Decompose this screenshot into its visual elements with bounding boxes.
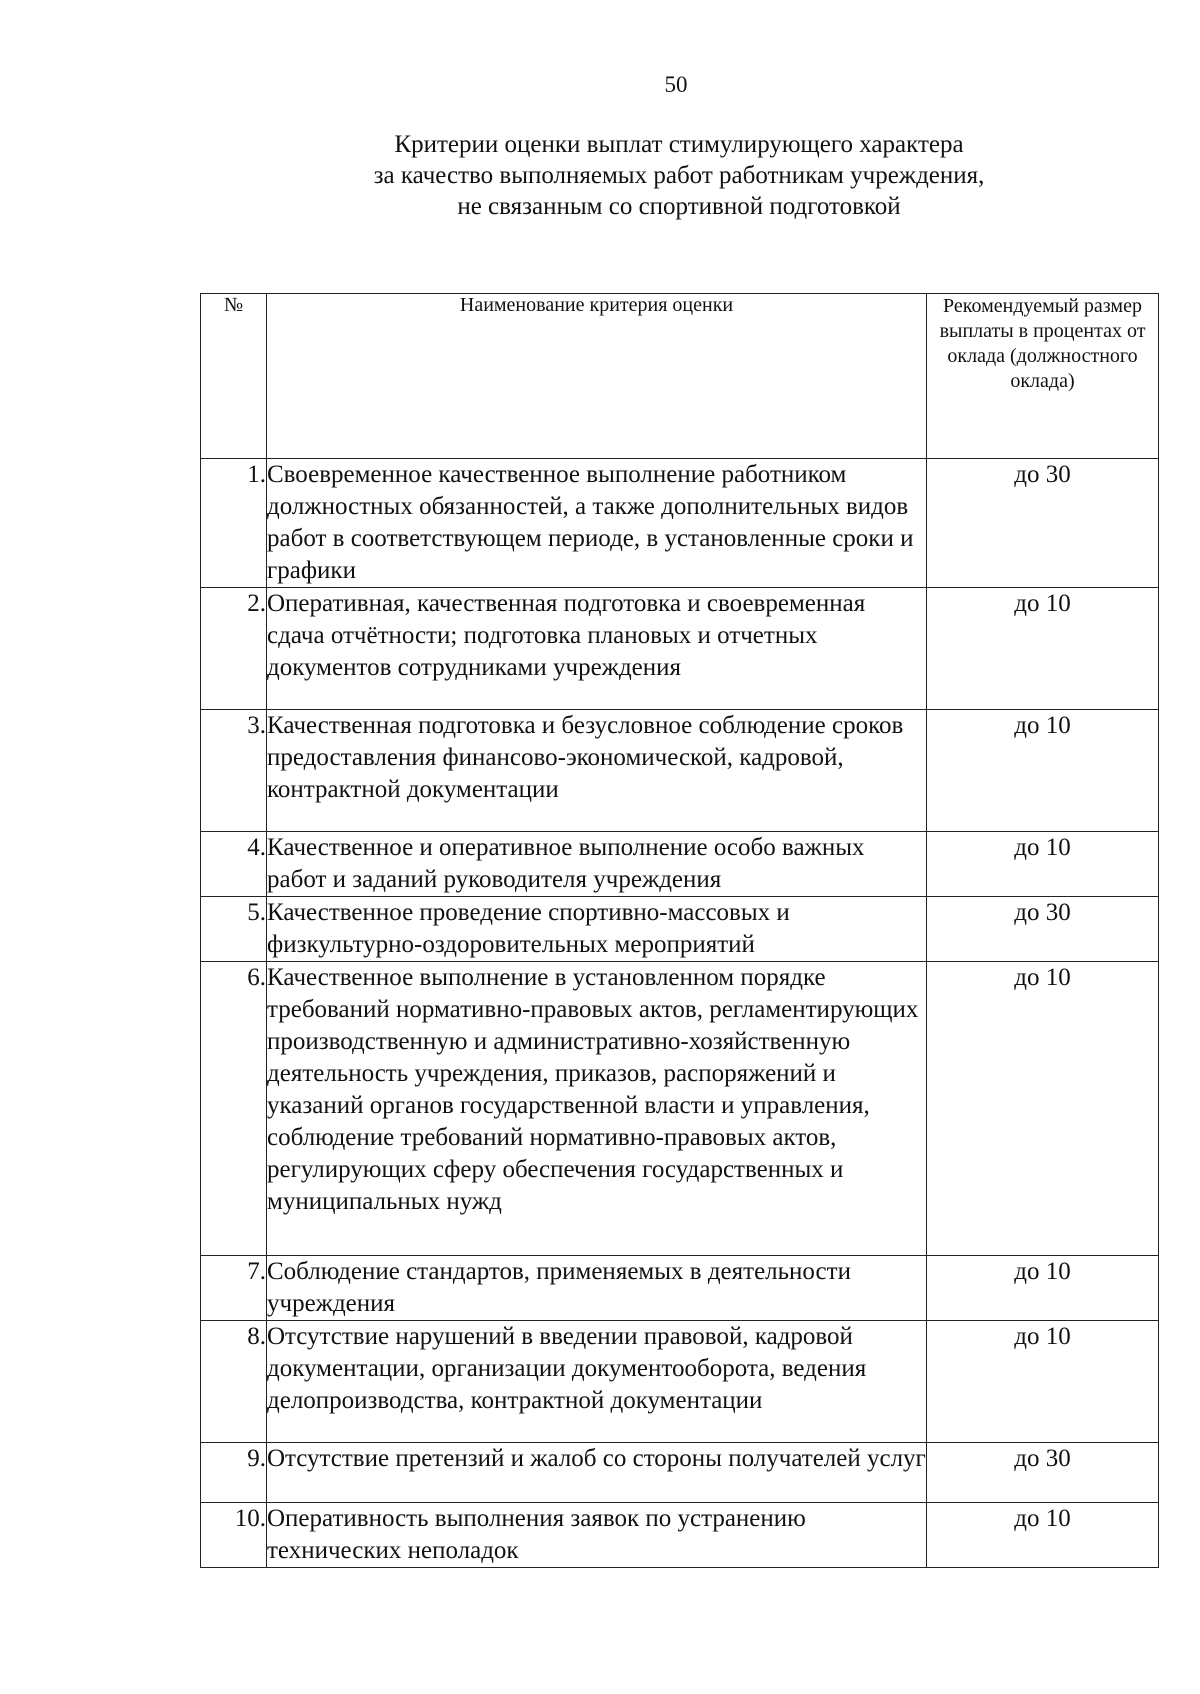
payment-size: до 10 [927, 962, 1159, 1256]
row-number: 2. [201, 588, 267, 710]
row-number: 7. [201, 1256, 267, 1321]
table-row [201, 459, 1159, 588]
payment-size: до 10 [927, 1503, 1159, 1568]
criterion-name: Оперативность выполнения заявок по устранению технических неполадок [267, 1503, 927, 1568]
row-number: 6. [201, 962, 267, 1256]
title-line-1: Критерии оценки выплат стимулирующего характера [394, 131, 964, 158]
table-row [201, 832, 1159, 897]
criterion-name: Оперативная, качественная подготовка и своевременная сдача отчётности; подготовка плановых и отчетных документов сотрудниками учреждения [267, 588, 927, 710]
table-row [201, 1503, 1159, 1568]
row-number: 9. [201, 1443, 267, 1503]
table-row [201, 1256, 1159, 1321]
table-row [201, 1321, 1159, 1443]
criterion-name: Качественная подготовка и безусловное соблюдение сроков предоставления финансово-экономической, кадровой, контрактной документации [267, 710, 927, 832]
header-number: № [201, 294, 267, 459]
payment-size: до 30 [927, 1443, 1159, 1503]
title-line-2: за качество выполняемых работ работникам учреждения, [373, 162, 985, 189]
criterion-name: Отсутствие претензий и жалоб со стороны получателей услуг [267, 1443, 927, 1503]
criterion-name: Качественное и оперативное выполнение особо важных работ и заданий руководителя учреждения [267, 832, 927, 897]
row-number: 1. [201, 459, 267, 588]
row-number: 8. [201, 1321, 267, 1443]
table-row [201, 588, 1159, 710]
table-row [201, 1443, 1159, 1503]
criterion-name: Отсутствие нарушений в введении правовой, кадровой документации, организации документооборота, ведения делопроизводства, контрактной документации [267, 1321, 927, 1443]
criterion-name: Соблюдение стандартов, применяемых в деятельности учреждения [267, 1256, 927, 1321]
criterion-name: Своевременное качественное выполнение работником должностных обязанностей, а также дополнительных видов работ в соответствующем периоде, в установленные сроки и графики [267, 459, 927, 588]
header-criterion-name: Наименование критерия оценки [267, 294, 927, 459]
payment-size: до 10 [927, 710, 1159, 832]
payment-size: до 10 [927, 832, 1159, 897]
payment-size: до 10 [927, 1256, 1159, 1321]
row-number: 3. [201, 710, 267, 832]
criterion-name: Качественное выполнение в установленном порядке требований нормативно-правовых актов, регламентирующих производственную и административно-хозяйственную деятельность учреждения, приказов, распоряжений и указаний органов государственной власти и управления, соблюдение требований нормативно-правовых актов, регулирующих сферу обеспечения государственных и муниципальных нужд [267, 962, 927, 1256]
title-line-3: не связанным со спортивной подготовкой [457, 193, 901, 220]
criteria-table [200, 293, 1159, 1568]
row-number: 10. [201, 1503, 267, 1568]
page-number: 50 [664, 72, 688, 97]
payment-size: до 10 [927, 588, 1159, 710]
document-title [0, 129, 1200, 222]
table-row [201, 962, 1159, 1256]
header-payment-size: Рекомендуемый размер выплаты в процентах от оклада (должностного оклада) [927, 294, 1159, 459]
table-header-row [201, 294, 1159, 459]
table-row [201, 897, 1159, 962]
payment-size: до 30 [927, 459, 1159, 588]
payment-size: до 30 [927, 897, 1159, 962]
row-number: 5. [201, 897, 267, 962]
row-number: 4. [201, 832, 267, 897]
table-row [201, 710, 1159, 832]
criterion-name: Качественное проведение спортивно-массовых и физкультурно-оздоровительных мероприятий [267, 897, 927, 962]
payment-size: до 10 [927, 1321, 1159, 1443]
